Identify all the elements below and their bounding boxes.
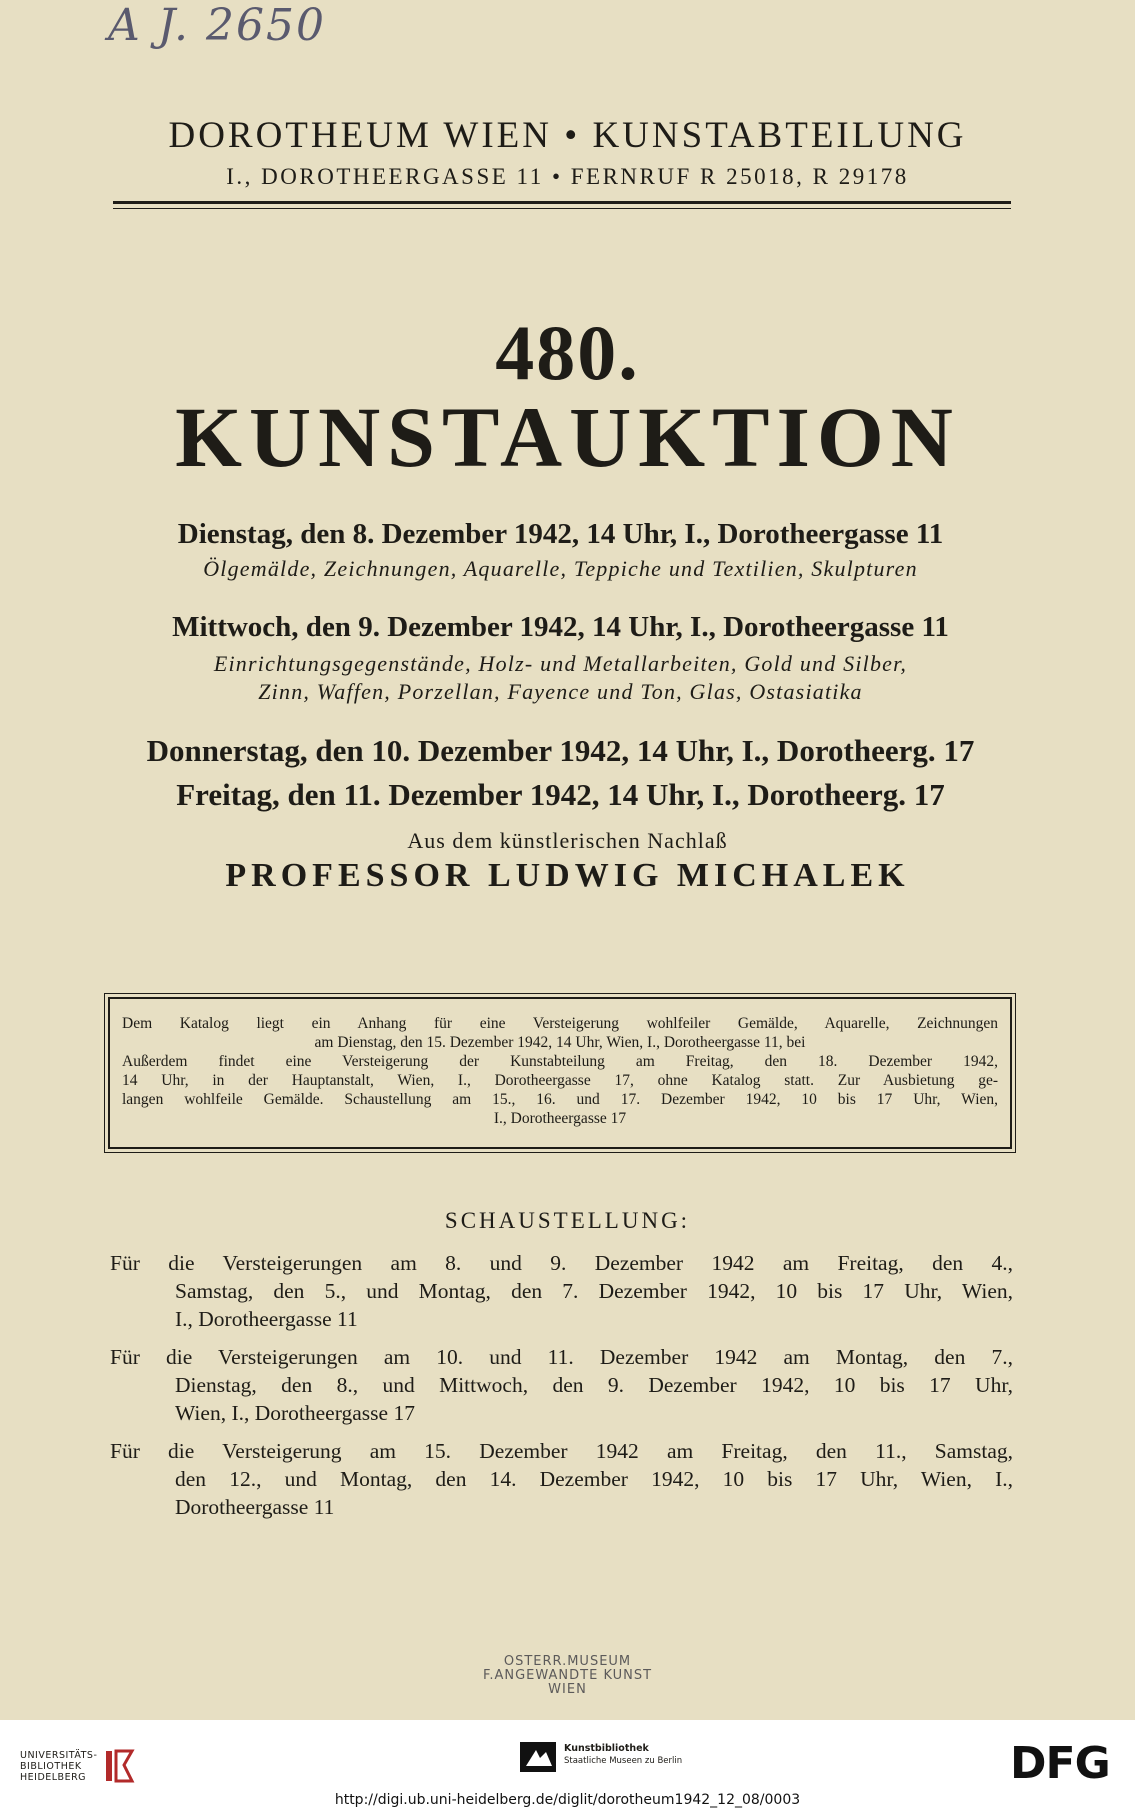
institution-address: I., DOROTHEERGASSE 11 • FERNRUF R 25018, R 29178 (226, 164, 909, 189)
session-heading: Dienstag, den 8. Dezember 1942, 14 Uhr, I., Dorotheergasse 11 (177, 518, 944, 550)
dfg-logo: DFG (1010, 1738, 1110, 1789)
exhibition-paragraph (110, 1249, 1013, 1333)
paragraph-line: Für die Versteigerung am 15. Dezember 1942 am Freitag, den 11., Samstag, (110, 1439, 1013, 1463)
paragraph-line: Samstag, den 5., und Montag, den 7. Dezember 1942, 10 bis 17 Uhr, Wien, (175, 1279, 1013, 1303)
paragraph-line: Dienstag, den 8., und Mittwoch, den 9. Dezember 1942, 10 bis 17 Uhr, (175, 1373, 1013, 1397)
stamp-line: OSTERR.MUSEUM (503, 1654, 632, 1669)
handwritten-shelfmark: A J. 2650 (108, 0, 326, 51)
paragraph-line: Wien, I., Dorotheergasse 17 (175, 1401, 415, 1425)
paragraph-line: Dorotheergasse 11 (175, 1495, 335, 1519)
museum-stamp (0, 1655, 1135, 1697)
notice-line: 14 Uhr, in der Hauptanstalt, Wien, I., Dorotheergasse 17, ohne Katalog statt. Zur Ausbietung ge- (122, 1072, 998, 1089)
stamp-line: WIEN (548, 1682, 587, 1697)
library-name-line: UNIVERSITÄTS- (20, 1750, 98, 1761)
notice-line: am Dienstag, den 15. Dezember 1942, 14 Uhr, Wien, I., Dorotheergasse 11, bei (314, 1034, 806, 1051)
library-name-line: BIBLIOTHEK (20, 1761, 82, 1772)
exhibition-paragraph (110, 1343, 1013, 1427)
notice-line: Dem Katalog liegt ein Anhang für eine Versteigerung wohlfeiler Gemälde, Aquarelle, Zeichnungen (122, 1015, 998, 1032)
header-rule-thin (113, 208, 1011, 209)
estate-label: Aus dem künstlerischen Nachlaß (407, 828, 728, 853)
library-name-line: HEIDELBERG (20, 1772, 87, 1783)
exhibition-paragraph (110, 1437, 1013, 1521)
kunstbibliothek-subtitle: Staatliche Museen zu Berlin (564, 1756, 683, 1766)
session-heading: Donnerstag, den 10. Dezember 1942, 14 Uhr, I., Dorotheerg. 17 (146, 733, 975, 768)
kunstbibliothek-title: Kunstbibliothek (564, 1743, 649, 1754)
session-heading: Freitag, den 11. Dezember 1942, 14 Uhr, I., Dorotheerg. 17 (176, 777, 945, 812)
institution-header: DOROTHEUM WIEN • KUNSTABTEILUNG (168, 115, 967, 156)
exhibition-heading: SCHAUSTELLUNG: (444, 1208, 691, 1233)
notice-box (108, 997, 1012, 1149)
auction-title: KUNSTAUKTION (175, 389, 960, 485)
library-name (20, 1750, 97, 1783)
paragraph-line: Für die Versteigerungen am 10. und 11. Dezember 1942 am Montag, den 7., (110, 1345, 1013, 1369)
auction-number: 480. (495, 309, 640, 396)
notice-line: Außerdem findet eine Versteigerung der Kunstabteilung am Freitag, den 18. Dezember 1942, (122, 1053, 998, 1070)
estate-name: PROFESSOR LUDWIG MICHALEK (225, 857, 910, 894)
notice-line: langen wohlfeile Gemälde. Schaustellung am 15., 16. und 17. Dezember 1942, 10 bis 17 Uhr, Wien, (122, 1091, 998, 1108)
session-topics: Zinn, Waffen, Porzellan, Fayence und Ton, Glas, Ostasiatika (258, 679, 863, 704)
notice-line: I., Dorotheergasse 17 (493, 1110, 627, 1127)
paragraph-line: den 12., und Montag, den 14. Dezember 1942, 10 bis 17 Uhr, Wien, I., (175, 1467, 1013, 1491)
session-topics: Einrichtungsgegenstände, Holz- und Metallarbeiten, Gold und Silber, (213, 651, 908, 676)
header-rule-thick (113, 201, 1011, 204)
source-url[interactable]: http://digi.ub.uni-heidelberg.de/diglit/dorotheum1942_12_08/0003 (334, 1792, 801, 1808)
kunstbibliothek-logo-icon (520, 1742, 560, 1774)
session-heading: Mittwoch, den 9. Dezember 1942, 14 Uhr, I., Dorotheergasse 11 (172, 611, 949, 643)
paragraph-line: I., Dorotheergasse 11 (175, 1307, 358, 1331)
stamp-line: F.ANGEWANDTE KUNST (482, 1668, 653, 1683)
paragraph-line: Für die Versteigerungen am 8. und 9. Dezember 1942 am Freitag, den 4., (110, 1251, 1013, 1275)
session-topics: Ölgemälde, Zeichnungen, Aquarelle, Teppiche und Textilien, Skulpturen (203, 556, 918, 581)
